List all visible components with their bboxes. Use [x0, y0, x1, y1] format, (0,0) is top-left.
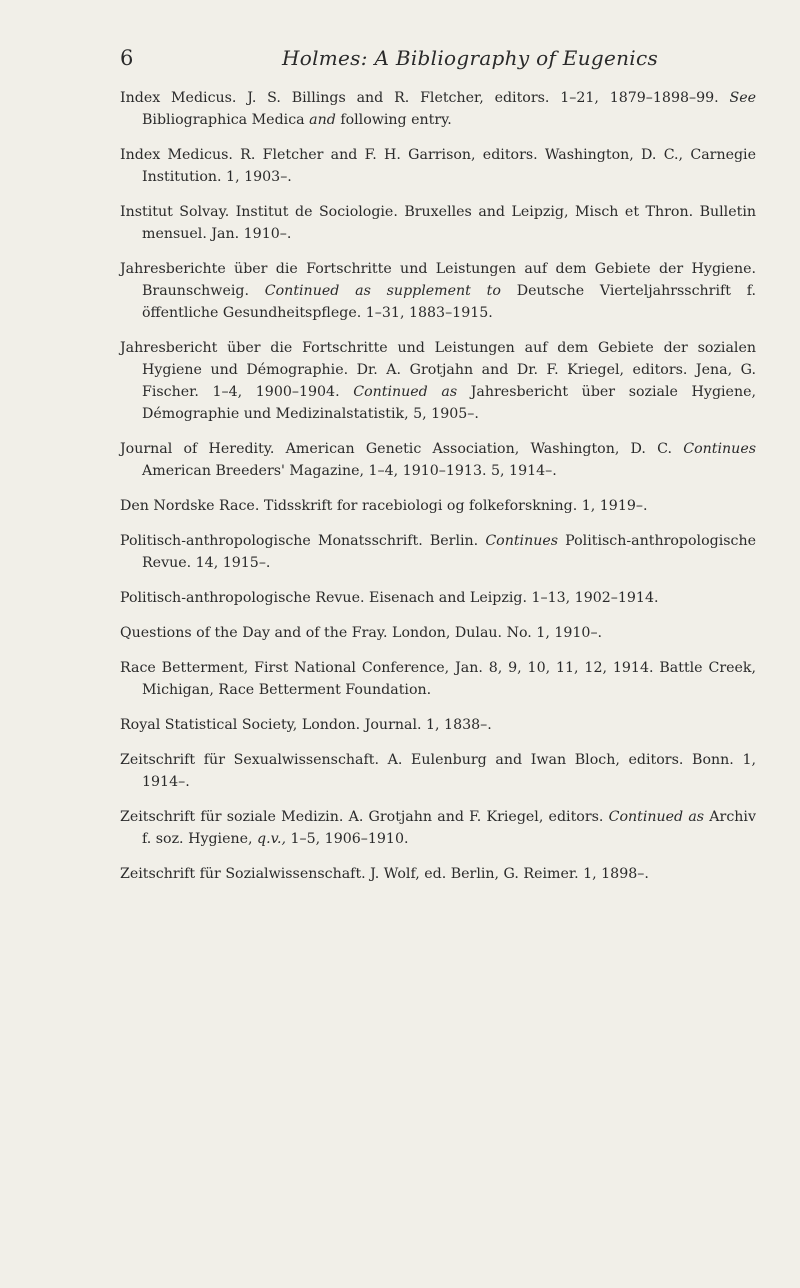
entry-text: Jahresberichte über die Fortschritte und Leistungen auf dem Gebiete der Hygiene. Braunschweig. — [120, 261, 756, 299]
entry-text: Den Nordske Race. Tidsskrift for racebiologi og folkeforskning. 1, 1919–. — [120, 498, 648, 514]
bibliography-entry — [120, 201, 756, 245]
entry-text: Index Medicus. J. S. Billings and R. Fletcher, editors. 1–21, 1879–1898–99. — [120, 90, 730, 106]
bibliography-entry — [120, 806, 756, 850]
page-number: 6 — [120, 46, 134, 70]
entry-text: Institut Solvay. Institut de Sociologie. Bruxelles and Leipzig, Misch et Thron. Bulletin mensuel. Jan. 1910–. — [120, 204, 756, 242]
entry-text: Royal Statistical Society, London. Journal. 1, 1838–. — [120, 717, 492, 733]
entry-text: Jahresbericht über soziale Hygiene, Démographie und Medizinalstatistik, 5, 1905–. — [142, 384, 756, 422]
entry-text: Race Betterment, First National Conference, Jan. 8, 9, 10, 11, 12, 1914. Battle Creek, Michigan, Race Betterment Foundation. — [120, 660, 756, 698]
bibliography-entry — [120, 144, 756, 188]
bibliography-entry — [120, 495, 756, 517]
entry-italic: Continues — [485, 533, 559, 549]
entry-text: Politisch-anthropologische Revue. Eisenach and Leipzig. 1–13, 1902–1914. — [120, 590, 659, 606]
entry-italic: Continued as supplement to — [264, 283, 501, 299]
entry-italic: Continued as — [608, 809, 705, 825]
bibliography-entry — [120, 749, 756, 793]
entry-text: Zeitschrift für Sozialwissenschaft. J. Wolf, ed. Berlin, G. Reimer. 1, 1898–. — [120, 866, 649, 882]
bibliography-entry — [120, 87, 756, 131]
entry-italic: See — [729, 90, 756, 106]
entry-text: Politisch-anthropologische Monatsschrift. Berlin. — [120, 533, 486, 549]
entry-italic: Continues — [683, 441, 756, 457]
entry-italic: and — [309, 112, 336, 128]
entry-italic: q.v., — [257, 831, 286, 847]
entry-text: Journal of Heredity. American Genetic Association, Washington, D. C. — [120, 441, 684, 457]
bibliography-entry — [120, 337, 756, 425]
bibliography-entry — [120, 863, 756, 885]
bibliography-entry — [120, 657, 756, 701]
entry-text: Index Medicus. R. Fletcher and F. H. Garrison, editors. Washington, D. C., Carnegie Institution. 1, 1903–. — [120, 147, 756, 185]
entry-italic: Continued as — [353, 384, 458, 400]
bibliography-entry — [120, 530, 756, 574]
bibliography-list — [120, 87, 756, 898]
running-title: Holmes: A Bibliography of Eugenics — [282, 46, 659, 70]
entry-text: American Breeders' Magazine, 1–4, 1910–1913. 5, 1914–. — [142, 463, 557, 479]
entry-text: Bibliographica Medica — [142, 112, 310, 128]
entry-text: Archiv f. soz. Hygiene, — [142, 809, 756, 847]
bibliography-entry — [120, 714, 756, 736]
entry-text: Zeitschrift für soziale Medizin. A. Grotjahn and F. Kriegel, editors. — [120, 809, 609, 825]
entry-text: Zeitschrift für Sexualwissenschaft. A. Eulenburg and Iwan Bloch, editors. Bonn. 1, 1914–. — [120, 752, 756, 790]
entry-text: Politisch-anthropologische Revue. 14, 1915–. — [142, 533, 756, 571]
bibliography-entry — [120, 258, 756, 324]
entry-text: Deutsche Vierteljahrsschrift f. öffentliche Gesundheitspflege. 1–31, 1883–1915. — [142, 283, 756, 321]
entry-text: following entry. — [335, 112, 452, 128]
bibliography-entry — [120, 438, 756, 482]
bibliography-entry — [120, 622, 756, 644]
entry-text: 1–5, 1906–1910. — [286, 831, 409, 847]
running-head — [120, 44, 740, 74]
bibliography-entry — [120, 587, 756, 609]
entry-text: Questions of the Day and of the Fray. London, Dulau. No. 1, 1910–. — [120, 625, 603, 641]
entry-text: Jahresbericht über die Fortschritte und Leistungen auf dem Gebiete der sozialen Hygiene und Démographie. Dr. A. Grotjahn and Dr. F. Kriegel, editors. Jena, G. Fischer. 1–4, 1900–1904. — [120, 340, 756, 400]
